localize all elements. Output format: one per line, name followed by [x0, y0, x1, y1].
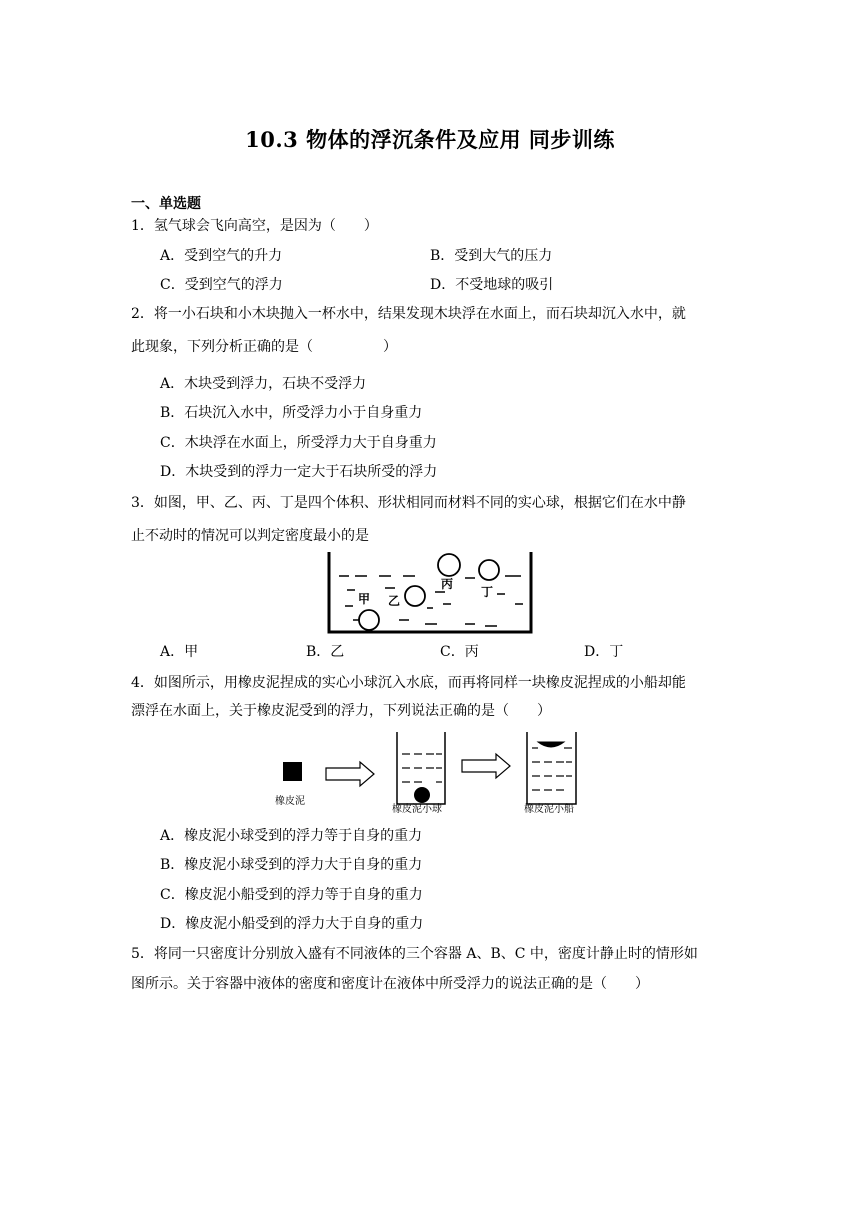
q1-option-c: C．受到空气的浮力: [160, 277, 283, 293]
q3-option-d: D．丁: [584, 644, 624, 660]
label-clay-ball: 橡皮泥小球: [392, 804, 442, 815]
ball-bing: [438, 554, 460, 576]
ball-jia: [359, 610, 379, 630]
q1-option-b: B．受到大气的压力: [430, 248, 553, 264]
q3-stem-line2: 止不动时的情况可以判定密度最小的是: [131, 528, 369, 544]
q3-stem-line1: 3．如图，甲、乙、丙、丁是四个体积、形状相同而材料不同的实心球，根据它们在水中静: [131, 495, 686, 511]
q3-water-tank-figure: [325, 548, 535, 636]
ball-ding: [479, 560, 499, 580]
ball-yi: [405, 586, 425, 606]
page-title: 10.3 物体的浮沉条件及应用 同步训练: [245, 127, 615, 152]
q4-option-b: B．橡皮泥小球受到的浮力大于自身的重力: [160, 857, 423, 873]
q4-option-a: A．橡皮泥小球受到的浮力等于自身的重力: [160, 828, 423, 844]
q4-stem-line2: 漂浮在水面上，关于橡皮泥受到的浮力，下列说法正确的是（ ）: [131, 703, 551, 719]
arrow-1-icon: [326, 762, 374, 786]
q2-option-b: B．石块沉入水中，所受浮力小于自身重力: [160, 405, 423, 421]
q2-stem-line2: 此现象，下列分析正确的是（ ）: [131, 339, 397, 355]
label-ding: 丁: [481, 585, 494, 599]
q5-stem-line2: 图所示。关于容器中液体的密度和密度计在液体中所受浮力的说法正确的是（ ）: [131, 976, 649, 992]
label-clay-boat: 橡皮泥小船: [524, 804, 574, 815]
q2-stem-line1: 2．将一小石块和小木块抛入一杯水中，结果发现木块浮在水面上，而石块却沉入水中，就: [131, 306, 686, 322]
q2-option-a: A．木块受到浮力，石块不受浮力: [160, 376, 367, 392]
q4-option-d: D．橡皮泥小船受到的浮力大于自身的重力: [160, 916, 424, 932]
q3-option-c: C．丙: [440, 644, 479, 660]
q1-stem: 1．氢气球会飞向高空，是因为（ ）: [131, 218, 378, 234]
q2-option-d: D．木块受到的浮力一定大于石块所受的浮力: [160, 464, 438, 480]
arrow-2-icon: [462, 754, 510, 778]
q2-option-c: C．木块浮在水面上，所受浮力大于自身重力: [160, 435, 437, 451]
clay-boat: [538, 742, 564, 747]
q4-stem-line1: 4．如图所示，用橡皮泥捏成的实心小球沉入水底，而再将同样一块橡皮泥捏成的小船却能: [131, 675, 686, 691]
q1-option-d: D．不受地球的吸引: [430, 277, 554, 293]
q4-option-c: C．橡皮泥小船受到的浮力等于自身的重力: [160, 887, 423, 903]
label-bing: 丙: [441, 577, 454, 591]
section-heading: 一、单选题: [131, 196, 201, 212]
label-clay: 橡皮泥: [275, 796, 305, 807]
q3-option-a: A．甲: [160, 644, 199, 660]
label-yi: 乙: [388, 594, 401, 608]
q5-stem-line1: 5．将同一只密度计分别放入盛有不同液体的三个容器 A、B、C 中，密度计静止时的情形如: [131, 946, 698, 962]
label-jia: 甲: [358, 592, 371, 606]
q3-option-b: B．乙: [306, 644, 345, 660]
q1-option-a: A．受到空气的升力: [160, 248, 283, 264]
clay-block: [283, 762, 302, 781]
